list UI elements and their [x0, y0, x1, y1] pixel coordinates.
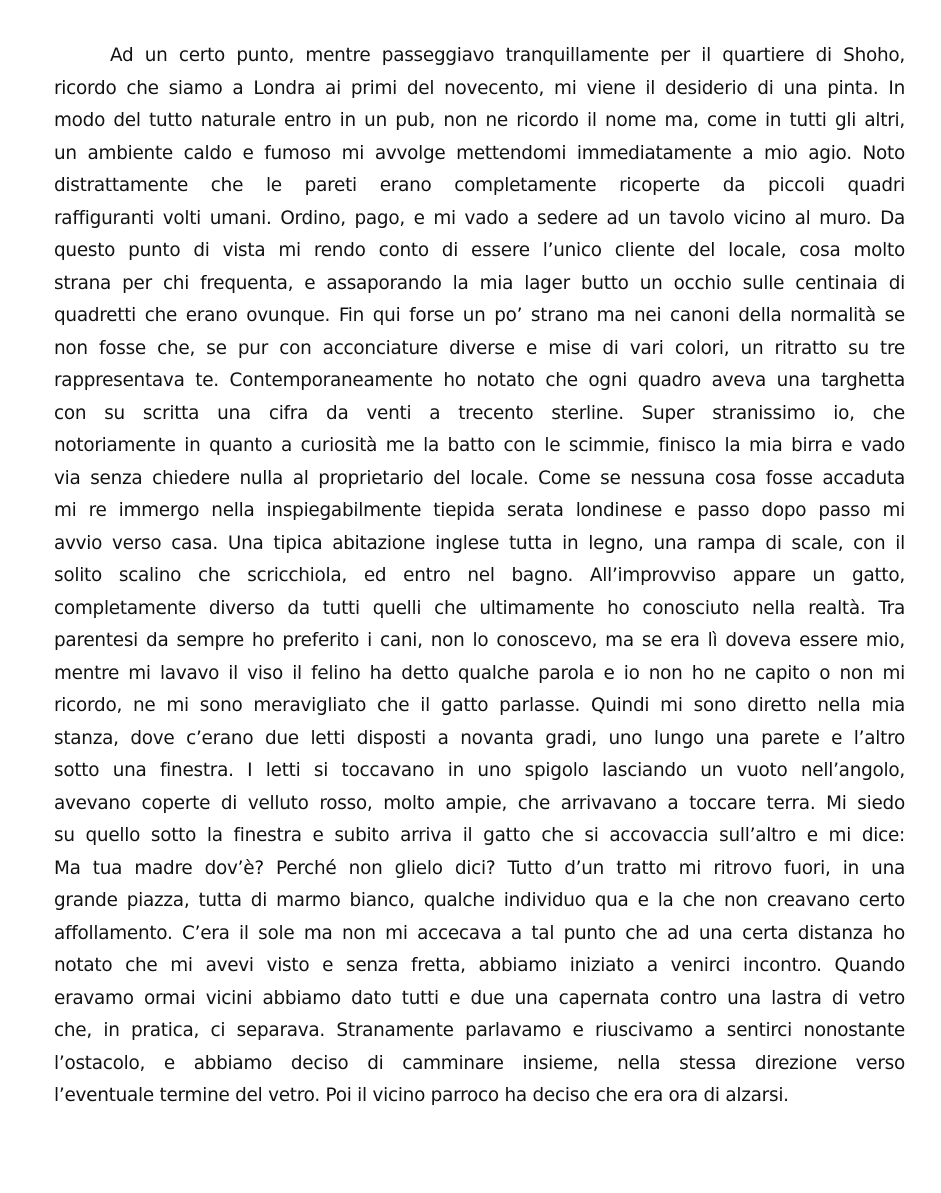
- text-line: sotto una finestra. I letti si toccavano in uno spigolo lasciando un vuoto nell’angolo,: [54, 760, 905, 781]
- text-line: eravamo ormai vicini abbiamo dato tutti e due una capernata contro una lastra di vetro: [54, 987, 905, 1009]
- text-line: notoriamente in quanto a curiosità me la batto con le scimmie, finisco la mia birra e vado: [54, 435, 905, 456]
- text-line: ricordo, ne mi sono meravigliato che il gatto parlasse. Quindi mi sono diretto nella mia: [54, 695, 905, 716]
- text-line: completamente diverso da tutti quelli che ultimamente ho conosciuto nella realtà. Tra: [54, 597, 905, 619]
- text-line: Ma tua madre dov’è? Perché non glielo dici? Tutto d’un tratto mi ritrovo fuori, in una: [54, 857, 905, 879]
- text-line: via senza chiedere nulla al proprietario del locale. Come se nessuna cosa fosse accaduta: [54, 467, 905, 489]
- text-line: con su scritta una cifra da venti a trecento sterline. Super stranissimo io, che: [54, 402, 905, 424]
- text-line: affollamento. C’era il sole ma non mi accecava a tal punto che ad una certa distanza ho: [54, 922, 905, 944]
- text-line: non fosse che, se pur con acconciature diverse e mise di vari colori, un ritratto su tre: [54, 337, 905, 359]
- text-line: rappresentava te. Contemporaneamente ho notato che ogni quadro aveva una targhetta: [54, 370, 905, 391]
- text-line: avevano coperte di velluto rosso, molto ampie, che arrivavano a toccare terra. Mi siedo: [54, 792, 905, 814]
- text-line: solito scalino che scricchiola, ed entro nel bagno. All’improvviso appare un gatto,: [54, 565, 905, 586]
- text-line: questo punto di vista mi rendo conto di essere l’unico cliente del locale, cosa molto: [54, 240, 905, 261]
- text-line: parentesi da sempre ho preferito i cani, non lo conoscevo, ma se era lì doveva essere mio,: [54, 630, 905, 651]
- text-line: quadretti che erano ovunque. Fin qui forse un po’ strano ma nei canoni della normalità se: [54, 305, 905, 326]
- text-line: ricordo che siamo a Londra ai primi del novecento, mi viene il desiderio di una pinta. In: [54, 77, 905, 99]
- text-line: un ambiente caldo e fumoso mi avvolge mettendomi immediatamente a mio agio. Noto: [54, 142, 905, 164]
- text-line: stanza, dove c’erano due letti disposti a novanta gradi, uno lungo una parete e l’altro: [54, 727, 905, 749]
- text-line: raffiguranti volti umani. Ordino, pago, e mi vado a sedere ad un tavolo vicino al muro. Da: [54, 207, 905, 229]
- text-line: l’ostacolo, e abbiamo deciso di camminare insieme, nella stessa direzione verso: [54, 1052, 905, 1074]
- text-line: strana per chi frequenta, e assaporando la mia lager butto un occhio sulle centinaia di: [54, 272, 905, 294]
- story-paragraph: [54, 40, 905, 1113]
- text-line: mi re immergo nella inspiegabilmente tiepida serata londinese e passo dopo passo mi: [54, 500, 905, 521]
- text-line: distrattamente che le pareti erano completamente ricoperte da piccoli quadri: [54, 175, 905, 196]
- text-line: che, in pratica, ci separava. Stranamente parlavamo e riuscivamo a sentirci nonostante: [54, 1020, 905, 1041]
- text-line: mentre mi lavavo il viso il felino ha detto qualche parola e io non ho ne capito o non mi: [54, 662, 905, 684]
- text-line: l’eventuale termine del vetro. Poi il vicino parroco ha deciso che era ora di alzarsi.: [54, 1085, 789, 1106]
- text-line: avvio verso casa. Una tipica abitazione inglese tutta in legno, una rampa di scale, con il: [54, 532, 905, 554]
- text-line: grande piazza, tutta di marmo bianco, qualche individuo qua e la che non creavano certo: [54, 890, 905, 911]
- text-line: Ad un certo punto, mentre passeggiavo tranquillamente per il quartiere di Shoho,: [110, 45, 905, 66]
- text-line: notato che mi avevi visto e senza fretta, abbiamo iniziato a venirci incontro. Quando: [54, 955, 905, 976]
- text-line: modo del tutto naturale entro in un pub, non ne ricordo il nome ma, come in tutti gli altri,: [54, 110, 905, 131]
- text-line: su quello sotto la finestra e subito arriva il gatto che si accovaccia sull’altro e mi dice:: [54, 825, 905, 846]
